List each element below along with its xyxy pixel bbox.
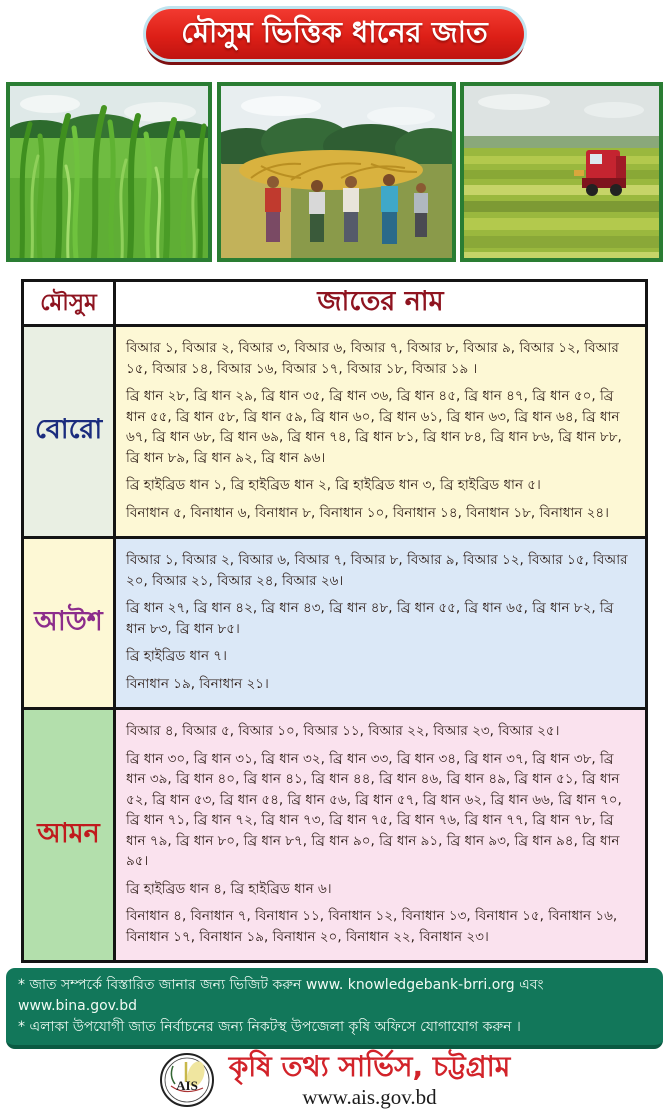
poster	[0, 9, 669, 1110]
harvest-carrying-illustration	[221, 86, 452, 258]
org-footer	[0, 1052, 669, 1110]
boro-varieties	[116, 327, 645, 536]
column-header-season: মৌসুম	[24, 282, 116, 324]
aush-varieties	[116, 539, 645, 707]
season-label-aman: আমন	[24, 710, 116, 960]
ais-logo-text: AIS	[175, 1078, 198, 1094]
org-text	[229, 1052, 511, 1110]
rice-field-illustration	[10, 86, 208, 258]
variety-group-bridhan: ব্রি ধান ৩০, ব্রি ধান ৩১, ব্রি ধান ৩২, ব্রি ধান ৩৩, ব্রি ধান ৩৪, ব্রি ধান ৩৭, ব্রি ধান ৩৮, ব্রি ধান ৩৯, ব্রি ধান ৪০, ব্রি ধান ৪১, ব্রি ধান ৪৪, ব্রি ধান ৪৬, ব্রি ধান ৪৯, ব্রি ধান ৫১, ব্রি ধান ৫২, ব্রি ধান ৫৩, ব্রি ধান ৫৪, ব্রি ধান ৫৬, ব্রি ধান ৫৭, ব্রি ধান ৬২, ব্রি ধান ৬৬, ব্রি ধান ৭০, ব্রি ধান ৭১, ব্রি ধান ৭২, ব্রি ধান ৭৩, ব্রি ধান ৭৫, ব্রি ধান ৭৬, ব্রি ধান ৭৭, ব্রি ধান ৭৮, ব্রি ধান ৭৯, ব্রি ধান ৮০, ব্রি ধান ৮৭, ব্রি ধান ৯০, ব্রি ধান ৯১, ব্রি ধান ৯৩, ব্রি ধান ৯৪, ব্রি ধান ৯৫।	[126, 750, 622, 870]
variety-group-bridhan: ব্রি ধান ২৭, ব্রি ধান ৪২, ব্রি ধান ৪৩, ব্রি ধান ৪৮, ব্রি ধান ৫৫, ব্রি ধান ৬৫, ব্রি ধান ৮২, ব্রি ধান ৮৩, ব্রি ধান ৮৫।	[126, 600, 614, 637]
table-row-aush	[24, 536, 645, 707]
variety-group-bridhan: ব্রি ধান ২৮, ব্রি ধান ২৯, ব্রি ধান ৩৫, ব্রি ধান ৩৬, ব্রি ধান ৪৫, ব্রি ধান ৪৭, ব্রি ধান ৫০, ব্রি ধান ৫৫, ব্রি ধান ৫৮, ব্রি ধান ৫৯, ব্রি ধান ৬০, ব্রি ধান ৬১, ব্রি ধান ৬৩, ব্রি ধান ৬৪, ব্রি ধান ৬৭, ব্রি ধান ৬৮, ব্রি ধান ৬৯, ব্রি ধান ৭৪, ব্রি ধান ৮১, ব্রি ধান ৮৪, ব্রি ধান ৮৬, ব্রি ধান ৮৮, ব্রি ধান ৮৯, ব্রি ধান ৯২, ব্রি ধান ৯৬।	[126, 388, 622, 466]
variety-group-br: বিআর ৪, বিআর ৫, বিআর ১০, বিআর ১১, বিআর ২২, বিআর ২৩, বিআর ২৫।	[126, 723, 560, 740]
page-title: মৌসুম ভিত্তিক ধানের জাত	[181, 14, 488, 49]
org-name: কৃষি তথ্য সার্ভিস, চট্টগ্রাম	[228, 1050, 511, 1084]
table-header-row	[24, 282, 645, 324]
photo-harvest-carrying	[217, 82, 456, 262]
variety-group-br: বিআর ১, বিআর ২, বিআর ৬, বিআর ৭, বিআর ৮, বিআর ৯, বিআর ১২, বিআর ১৫, বিআর ২০, বিআর ২১, বিআর ২৪, বিআর ২৬।	[126, 552, 628, 589]
variety-group-hybrid: ব্রি হাইব্রিড ধান ৭।	[126, 648, 227, 665]
footnote-contact: * এলাকা উপযোগী জাত নির্বাচনের জন্য নিকটস্থ উপজেলা কৃষি অফিসে যোগাযোগ করুন ।	[18, 1018, 521, 1035]
variety-group-hybrid: ব্রি হাইব্রিড ধান ১, ব্রি হাইব্রিড ধান ২, ব্রি হাইব্রিড ধান ৩, ব্রি হাইব্রিড ধান ৫।	[126, 477, 541, 494]
table-row-aman	[24, 707, 645, 960]
season-label-boro: বোরো	[24, 327, 116, 536]
title-banner	[146, 9, 524, 59]
photo-rice-field	[6, 82, 212, 262]
ais-logo-icon	[159, 1052, 215, 1108]
photo-combine-harvester	[460, 82, 663, 262]
column-header-variety: জাতের নাম	[116, 282, 645, 324]
variety-table	[21, 279, 648, 963]
org-website: www.ais.gov.bd	[302, 1085, 437, 1110]
season-label-aush: আউশ	[24, 539, 116, 707]
table-row-boro	[24, 324, 645, 536]
footnote-websites: * জাত সম্পর্কে বিস্তারিত জানার জন্য ভিজিট করুন www. knowledgebank-brri.org এবং www.bina.gov.bd	[18, 977, 544, 1014]
footnote-box	[6, 968, 663, 1049]
variety-group-bina: বিনাধান ৫, বিনাধান ৬, বিনাধান ৮, বিনাধান ১০, বিনাধান ১৪, বিনাধান ১৮, বিনাধান ২৪।	[126, 504, 609, 521]
aman-varieties	[116, 710, 645, 960]
variety-group-br: বিআর ১, বিআর ২, বিআর ৩, বিআর ৬, বিআর ৭, বিআর ৮, বিআর ৯, বিআর ১২, বিআর ১৫, বিআর ১৪, বিআর ১৬, বিআর ১৭, বিআর ১৮, বিআর ১৯ ।	[126, 340, 619, 377]
ais-logo	[159, 1052, 215, 1108]
variety-group-hybrid: ব্রি হাইব্রিড ধান ৪, ব্রি হাইব্রিড ধান ৬।	[126, 880, 332, 897]
variety-group-bina: বিনাধান ১৯, বিনাধান ২১।	[126, 675, 269, 692]
photo-strip	[6, 82, 663, 262]
combine-harvester-illustration	[464, 86, 659, 258]
variety-group-bina: বিনাধান ৪, বিনাধান ৭, বিনাধান ১১, বিনাধান ১২, বিনাধান ১৩, বিনাধান ১৫, বিনাধান ১৬, বিনাধান ১৭, বিনাধান ১৯, বিনাধান ২০, বিনাধান ২২, বিনাধান ২৩।	[126, 908, 618, 945]
